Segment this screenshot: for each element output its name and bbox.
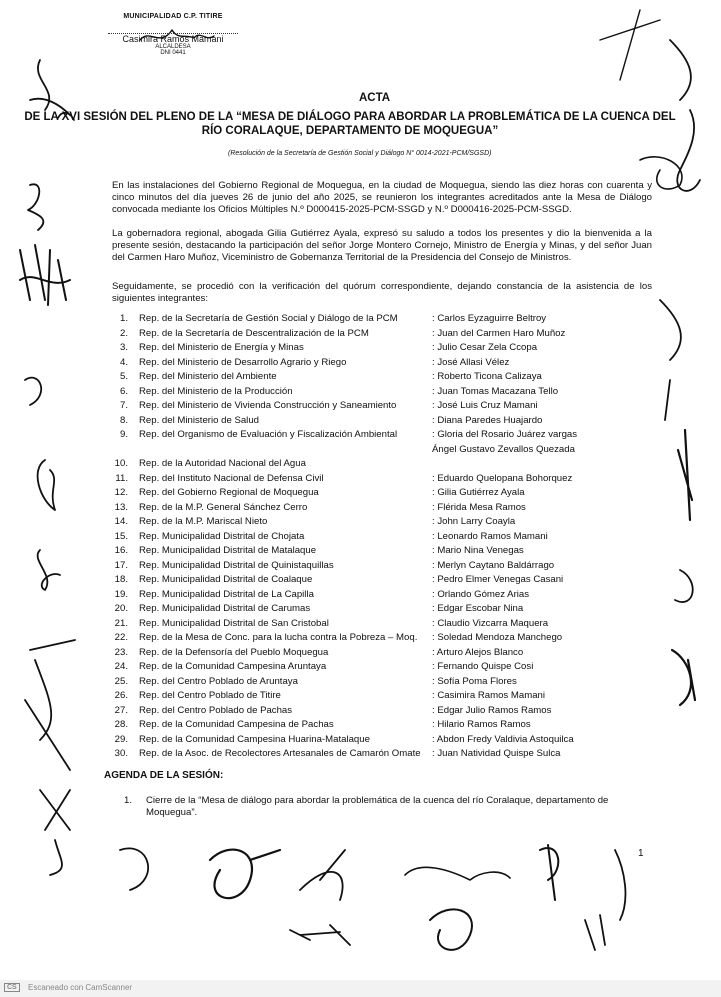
attendance-row [112,734,642,749]
attendee-name: : Sofía Poma Flores [432,675,517,687]
attendee-name: : Abdon Fredy Valdivia Astoquilca [432,733,574,745]
attendee-number: 27. [114,704,128,716]
attendee-name: Ángel Gustavo Zevallos Quezada [432,443,575,455]
attendance-row [112,444,642,459]
attendance-row [112,603,642,618]
attendee-name: : John Larry Coayla [432,516,516,527]
attendee-name: : Julio Cesar Zela Ccopa [432,342,538,353]
attendance-row [112,574,642,589]
attendee-number: 19. [114,588,128,600]
agenda-item-number: 1. [124,795,133,806]
resolution-reference: (Resolución de la Secretaría de Gestión Social y Diálogo N° 0014-2021-PCM/SGSD) [228,150,492,157]
attendee-entity: Rep. Municipalidad Distrital de Chojata [139,530,305,542]
attendee-entity: Rep. del Ministerio del Ambiente [139,371,277,382]
attendee-number: 26. [114,690,128,701]
attendee-entity: Rep. de la Autoridad Nacional del Agua [139,458,306,469]
attendee-entity: Rep. de la Comunidad Campesina Huarina-Matalaque [139,733,370,745]
attendance-row [112,415,642,430]
attendee-entity: Rep. de la Secretaría de Descentralización de la PCM [139,327,369,339]
attendee-entity: Rep. Municipalidad Distrital de San Cristobal [139,617,329,629]
attendance-row [112,429,642,444]
attendee-number: 22. [114,632,128,643]
attendance-row [112,516,642,531]
attendee-name: : Flérida Mesa Ramos [432,501,526,513]
attendee-number: 17. [114,559,128,571]
attendee-name: : Fernando Quispe Cosi [432,661,534,672]
attendance-row [112,748,642,763]
attendee-number: 9. [119,429,128,440]
attendee-number: 11. [115,472,128,484]
attendee-number: 4. [119,356,128,368]
attendee-entity: Rep. del Instituto Nacional de Defensa Civil [139,472,324,484]
scanner-footer [0,980,721,997]
attendee-name: : Arturo Alejos Blanco [432,646,524,658]
attendee-name: : Orlando Gómez Arias [432,588,530,600]
attendance-row [112,487,642,502]
attendance-row [112,560,642,575]
official-stamp [108,12,238,56]
attendee-number: 1. [119,313,128,324]
attendance-row [112,313,642,328]
attendee-name: : José Luis Cruz Mamani [432,400,538,411]
attendee-entity: Rep. del Ministerio de la Producción [139,385,293,397]
attendee-number: 15. [114,530,128,542]
attendee-name: : Diana Paredes Huajardo [432,414,543,426]
attendee-name: : Juan Tomas Macazana Tello [432,385,559,397]
attendee-number: 21. [114,617,128,629]
attendee-name: : Carlos Eyzaguirre Beltroy [432,313,547,324]
attendee-entity: Rep. de la Defensoría del Pueblo Moquegua [139,646,329,658]
attendance-list [112,313,642,763]
attendee-name: : Roberto Ticona Calizaya [432,371,542,382]
attendee-number: 25. [114,675,128,687]
attendee-number: 20. [114,603,128,614]
attendance-row [112,632,642,647]
attendee-name: : José Allasi Vélez [432,356,510,368]
attendee-name: : Merlyn Caytano Baldárrago [432,559,555,571]
document-title: DE LA XVI SESIÓN DEL PLENO DE LA “MESA DE DIÁLOGO PARA ABORDAR LA PROBLEMÁTICA DE LA CUENCA DEL RÍO CORALAQUE, DEPARTAMENTO DE MOQUEGUA” [24,111,676,137]
attendee-entity: Rep. de la Comunidad Campesina de Pachas [139,719,334,730]
attendee-number: 24. [114,661,128,672]
scanner-footer-text: Escaneado con CamScanner [28,983,133,992]
attendance-row [112,661,642,676]
attendee-entity: Rep. del Ministerio de Desarrollo Agrario y Riego [139,356,347,368]
attendee-number: 28. [114,719,128,730]
attendance-row [112,502,642,517]
attendee-entity: Rep. del Centro Poblado de Titire [139,690,281,701]
attendee-name: : Gilia Gutiérrez Ayala [432,487,525,498]
attendance-row [112,342,642,357]
attendee-number: 23. [114,646,128,658]
attendance-row [112,676,642,691]
attendance-row [112,357,642,372]
attendee-name: : Gloria del Rosario Juárez vargas [432,429,578,440]
stamp-institution: MUNICIPALIDAD C.P. TITIRE [123,13,223,20]
attendee-name: : Edgar Escobar Nina [432,603,524,614]
attendee-entity: Rep. de la M.P. General Sánchez Cerro [139,501,308,513]
attendance-row [112,690,642,705]
attendance-row [112,589,642,604]
attendee-name: : Edgar Julio Ramos Ramos [432,704,552,716]
attendance-row [112,545,642,560]
attendee-entity: Rep. del Centro Poblado de Pachas [139,704,293,716]
attendee-number: 3. [119,342,128,353]
attendance-row [112,386,642,401]
attendee-entity: Rep. del Organismo de Evaluación y Fiscalización Ambiental [139,429,398,440]
attendee-number: 16. [114,545,128,556]
paragraph-intro: En las instalaciones del Gobierno Regional de Moquegua, en la ciudad de Moquegua, siendo las diez horas con cuarenta y cinco minutos del día jueves 26 de junio del año 2025, se reunieron los integrantes acreditados ante la Mesa de Diálogo convocada mediante los Oficios Múltiples N.º D000415-2025-PCM-SSGD y N.º D000416-2025-PCM-SSGD. [112,180,652,215]
attendee-number: 2. [119,327,128,339]
attendee-name: : Mario Nina Venegas [432,545,524,556]
attendee-number: 30. [114,748,128,759]
attendee-number: 29. [114,733,128,745]
attendee-name: : Juan del Carmen Haro Muñoz [432,327,566,339]
attendee-entity: Rep. Municipalidad Distrital de Quinistaquillas [139,559,334,571]
attendee-entity: Rep. de la Mesa de Conc. para la lucha contra la Pobreza – Moq. [139,632,418,643]
attendee-entity: Rep. Municipalidad Distrital de Matalaque [139,545,317,556]
attendee-entity: Rep. del Ministerio de Vivienda Construcción y Saneamiento [139,400,397,411]
stamp-dni: DNI 0441 [160,50,186,56]
page-number: 1 [638,848,644,859]
attendee-number: 5. [119,371,128,382]
attendee-entity: Rep. de la M.P. Mariscal Nieto [139,516,268,527]
attendee-entity: Rep. del Gobierno Regional de Moquegua [139,487,319,498]
attendance-row [112,328,642,343]
attendee-number: 8. [119,414,128,426]
attendee-entity: Rep. Municipalidad Distrital de La Capilla [139,588,314,600]
attendee-number: 6. [119,385,128,397]
attendee-name: : Casimira Ramos Mamani [432,690,546,701]
attendee-name: : Juan Natividad Quispe Sulca [432,748,561,759]
attendee-entity: Rep. Municipalidad Distrital de Carumas [139,603,311,614]
camscanner-logo-icon: CS [4,983,20,992]
attendance-row [112,371,642,386]
attendee-entity: Rep. de la Secretaría de Gestión Social y Diálogo de la PCM [139,313,398,324]
agenda-item-text: Cierre de la “Mesa de diálogo para abordar la problemática de la cuenca del río Coralaque, departamento de Moquegua”. [146,795,609,818]
attendee-number: 13. [114,501,128,513]
attendee-number: 7. [119,400,128,411]
stamp-role: ALCALDESA [155,44,191,50]
attendee-entity: Rep. de la Asoc. de Recolectores Artesanales de Camarón Omate [139,748,421,759]
attendance-row [112,647,642,662]
attendee-name: : Eduardo Quelopana Bohorquez [432,472,573,484]
attendance-row [112,618,642,633]
attendee-number: 10. [114,458,128,469]
attendee-number: 12. [114,487,128,498]
attendee-entity: Rep. del Ministerio de Salud [139,414,259,426]
attendee-entity: Rep. del Centro Poblado de Aruntaya [139,675,298,687]
attendee-name: : Leonardo Ramos Mamani [432,530,548,542]
attendee-name: : Claudio Vizcarra Maquera [432,617,549,629]
attendee-entity: Rep. Municipalidad Distrital de Coalaque [139,574,313,585]
attendance-row [112,705,642,720]
paragraph-quorum: Seguidamente, se procedió con la verificación del quórum correspondiente, dejando constancia de la asistencia de los siguientes integrantes: [112,281,652,304]
attendance-row [112,458,642,473]
attendee-number: 18. [114,574,128,585]
attendance-row [112,719,642,734]
attendee-number: 14. [114,516,128,527]
attendee-entity: Rep. de la Comunidad Campesina Aruntaya [139,661,327,672]
attendance-row [112,531,642,546]
attendee-entity: Rep. del Ministerio de Energía y Minas [139,342,304,353]
attendee-name: : Soledad Mendoza Manchego [432,632,563,643]
paragraph-welcome: La gobernadora regional, abogada Gilia Gutiérrez Ayala, expresó su saludo a todos los presentes y dio la bienvenida a la presente sesión, destacando la participación del señor Jorge Montero Cornejo, Ministro de Energía y Minas, y del señor Juan del Carmen Haro Muñoz, Viceministro de Gobernanza Territorial de la Presidencia del Consejo de Ministros. [112,228,652,263]
attendee-name: : Hilario Ramos Ramos [432,719,531,730]
stamp-name: Casimira Ramos Mamani [108,33,238,44]
agenda-heading: AGENDA DE LA SESIÓN: [104,770,224,781]
attendance-row [112,400,642,415]
attendee-name: : Pedro Elmer Venegas Casani [432,574,564,585]
attendance-row [112,473,642,488]
document-heading: ACTA [358,92,391,104]
